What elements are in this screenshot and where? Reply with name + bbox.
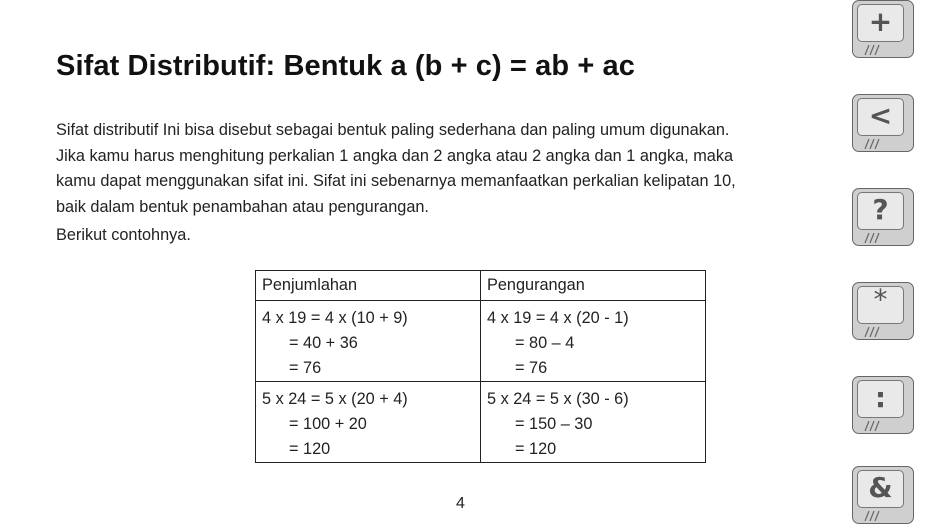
table-cell	[256, 301, 481, 382]
equation-line: = 120	[515, 440, 557, 458]
examples-table	[255, 270, 706, 463]
equation-line: = 100 + 20	[289, 415, 367, 433]
equation-line: 5 x 24 = 5 x (20 + 4)	[262, 390, 408, 408]
equation-line: = 150 – 30	[515, 415, 593, 433]
key-glyph: ?	[872, 193, 889, 226]
equation-line: 5 x 24 = 5 x (30 - 6)	[487, 390, 629, 408]
key-glyph: *	[873, 283, 888, 316]
header-subtraction: Pengurangan	[481, 271, 706, 301]
key-glyph: +	[868, 5, 893, 38]
page-title: Sifat Distributif: Bentuk a (b + c) = ab + ac	[56, 50, 635, 82]
table-row	[256, 301, 706, 382]
page-number: 4	[456, 495, 465, 512]
colon-key-icon	[852, 376, 916, 436]
equation-line: = 40 + 36	[289, 334, 358, 352]
paragraph-line: baik dalam bentuk penambahan atau pengurangan.	[56, 197, 429, 216]
key-glyph: &	[868, 471, 893, 504]
equation-line: = 76	[515, 359, 548, 377]
equation-line: = 120	[289, 440, 331, 458]
key-glyph: :	[874, 381, 887, 414]
paragraph-line: Jika kamu harus menghitung perkalian 1 angka dan 2 angka atau 2 angka dan 1 angka, maka	[56, 146, 734, 165]
equation-line: 4 x 19 = 4 x (20 - 1)	[487, 309, 629, 327]
header-addition: Penjumlahan	[256, 271, 481, 301]
table-row	[256, 382, 706, 463]
asterisk-key-icon	[852, 282, 916, 342]
key-glyph: <	[868, 99, 893, 132]
plus-key-icon	[852, 0, 916, 60]
ampersand-key-icon	[852, 466, 916, 526]
table-cell	[256, 382, 481, 463]
body-text	[56, 118, 846, 249]
less-than-key-icon	[852, 94, 916, 154]
question-key-icon	[852, 188, 916, 248]
intro-text: Berikut contohnya.	[56, 226, 191, 244]
table-cell	[481, 382, 706, 463]
table-header-row	[256, 271, 706, 301]
equation-line: = 76	[289, 359, 322, 377]
equation-line: 4 x 19 = 4 x (10 + 9)	[262, 309, 408, 327]
equation-line: = 80 – 4	[515, 334, 575, 352]
table-cell	[481, 301, 706, 382]
paragraph-line: Sifat distributif Ini bisa disebut sebagai bentuk paling sederhana dan paling umum digunakan.	[56, 121, 730, 139]
paragraph-line: kamu dapat menggunakan sifat ini. Sifat ini sebenarnya memanfaatkan perkalian kelipatan 10,	[56, 172, 736, 190]
